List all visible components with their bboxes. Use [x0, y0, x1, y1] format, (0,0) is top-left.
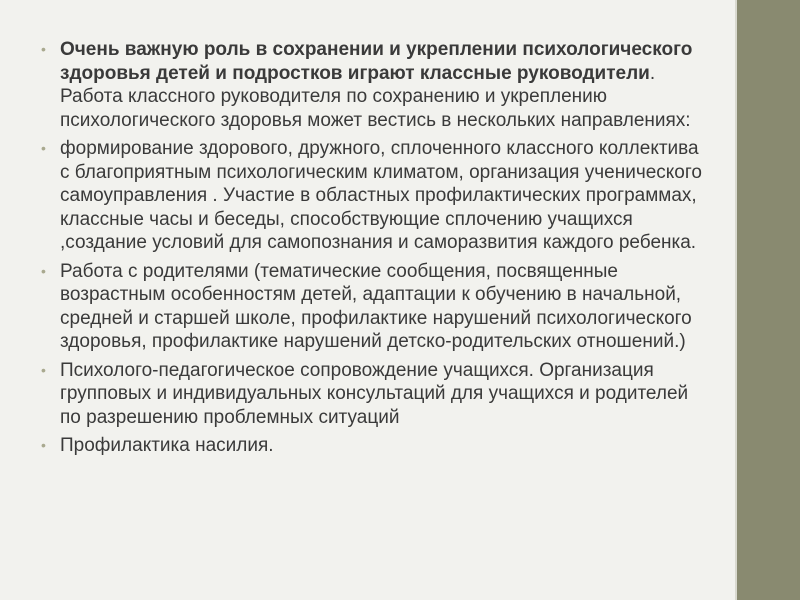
bullet-list: [40, 38, 705, 458]
list-item: [40, 38, 705, 132]
list-item: [40, 434, 705, 458]
list-item: [40, 359, 705, 430]
list-item-text: Работа с родителями (тематические сообщения, посвященные возрастным особенностям детей, адаптации к обучению в начальной, средней и старшей школе, профилактике нарушений психологического здоровья, профилактике нарушений детско-родительских отношений.): [60, 260, 692, 352]
list-item-text: . Работа классного руководителя по сохранению и укреплению психологического здоровья может вестись в нескольких направлениях:: [60, 62, 691, 131]
bullet-icon: •: [41, 361, 46, 378]
bullet-icon: •: [41, 41, 46, 57]
side-band: [737, 0, 800, 600]
bullet-icon: •: [41, 140, 46, 156]
list-item: [40, 260, 705, 354]
slide-content: [40, 38, 705, 463]
list-item-text: Психолого-педагогическое сопровождение учащихся. Организация групповых и индивидуальных консультаций для учащихся и родителей по разрешению проблемных ситуаций: [60, 359, 689, 428]
list-item-bold-text: Очень важную роль в сохранении и укреплении психологического здоровья детей и подростков играют классные руководители: [60, 39, 693, 84]
list-item-text: формирование здорового, дружного, сплоченного классного коллектива с благоприятным психологическим климатом, организация ученического самоуправления . Участие в областных профилактических программах, классные часы и беседы, способствующие сплочению учащихся ,создание условий для самопознания и саморазвития каждого ребенка.: [60, 138, 702, 253]
bullet-icon: •: [41, 262, 46, 279]
list-item-text: Профилактика насилия.: [60, 435, 274, 456]
bullet-icon: •: [41, 437, 46, 453]
list-item: [40, 137, 705, 255]
